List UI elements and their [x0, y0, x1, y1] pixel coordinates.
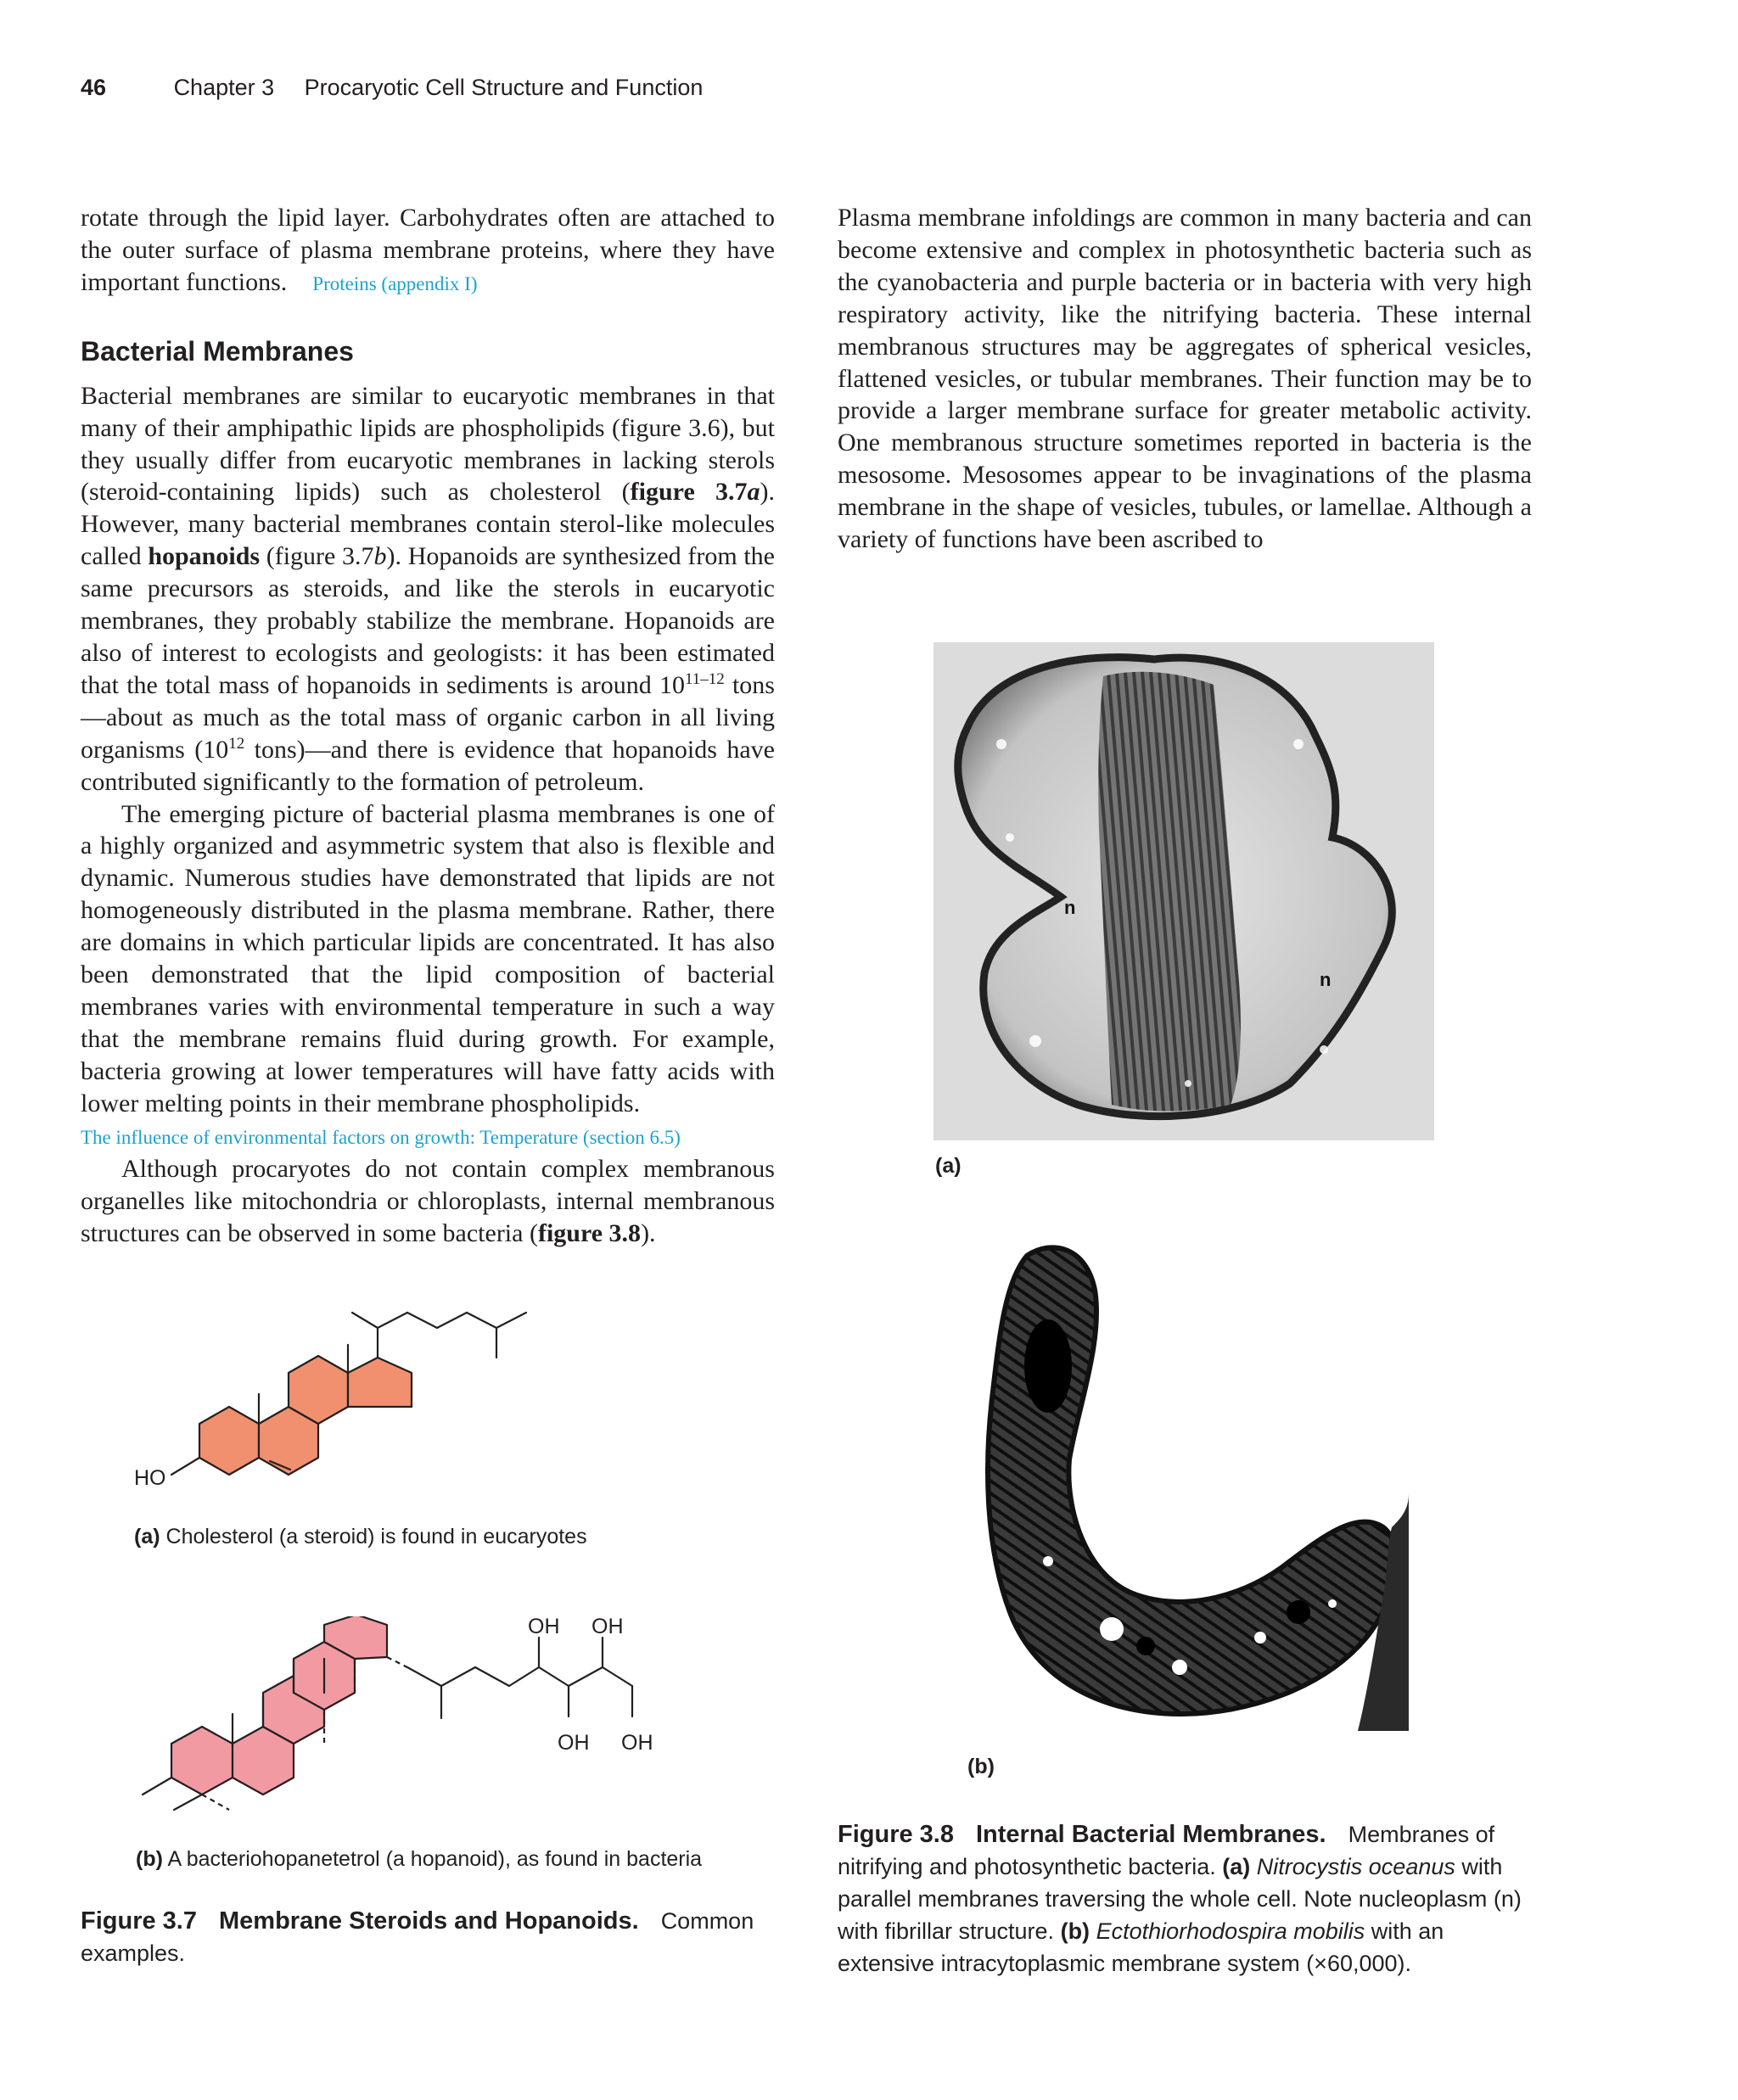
oh-label-4: OH	[621, 1731, 653, 1755]
micrograph-nitrocystis	[933, 642, 1434, 1140]
ring-a	[199, 1407, 259, 1475]
nucleoplasm-label-2: n	[1320, 969, 1332, 990]
term-hopanoids: hopanoids	[148, 542, 261, 571]
cross-reference-temperature[interactable]: The influence of environmental factors on growth: Temperature (section 6.5)	[81, 1126, 681, 1148]
subcaption-b-hopanoid: (b) A bacteriohopanetetrol (a hopanoid), as found in bacteria	[136, 1847, 703, 1871]
page-number: 46	[81, 75, 107, 100]
chapter-label: Chapter 3	[173, 75, 275, 100]
paragraph-infoldings: Plasma membrane infoldings are common in many bacteria and can become extensive and complex in photosynthetic bacteria such as the cyanobacteria and purple bacteria or in bacteria with very high respiratory activity, like the nitrifying bacteria. These internal membranous structures may be aggregates of spherical vesicles, flattened vesicles, or tubular membranes. Their function may be to provide a larger membrane surface for greater metabolic activity. One membranous structure sometimes reported in bacteria is the mesosome. Mesosomes appear to be invaginations of the plasma membrane in the shape of vesicles, tubules, or lamellae. Although a variety of functions have been ascribed to	[838, 204, 1532, 554]
figure-ref-3-7a[interactable]: figure 3.7a	[630, 478, 760, 507]
hopanoid-structure	[127, 1616, 704, 1828]
figure-3-7-caption: Figure 3.7 Membrane Steroids and Hopanoids. Common examples.	[81, 1907, 754, 1966]
panel-label-b: (b)	[967, 1755, 995, 1778]
right-column	[838, 202, 1532, 556]
figure-3-8-title: Internal Bacterial Membranes.	[976, 1821, 1326, 1848]
nucleoplasm-label-1: n	[1064, 897, 1076, 918]
paragraph-bacterial-membranes: Bacterial membranes are similar to eucaryotic membranes in that many of their amphipathic lipids are phospholipids (figure 3.6), but they usually differ from eucaryotic membranes in lacking sterols (steroid-containing lipids) such as cholesterol (figure 3.7a). However, many bacterial membranes contain sterol-like molecules called hopanoids (figure 3.7b). Hopanoids are synthesized from the same precursors as steroids, and like the sterols in eucaryotic membranes, they probably stabilize the membrane. Hopanoids are also of interest to ecologists and geologists: it has been estimated that the total mass of hopanoids in sediments is around 10$^{11-12}$ tons—about as much as the total mass of organic carbon in all living organisms ($10^{12}$ tons)—and there is evidence that hopanoids have contributed significantly to the formation of petroleum.	[81, 381, 775, 796]
oh-label-1: OH	[528, 1616, 560, 1638]
paragraph-intro: rotate through the lipid layer. Carbohydrates often are attached to the outer surface of plasma membrane proteins, where they have important functions. Proteins (appendix I)	[81, 204, 775, 296]
panel-label-a: (a)	[935, 1154, 962, 1178]
figure-3-7-label: Figure 3.7	[81, 1907, 197, 1935]
paragraph-internal-structures: Although procaryotes do not contain complex membranous organelles like mitochondria or chloroplasts, internal membranous structures can be observed in some bacteria (figure 3.8).	[81, 1155, 775, 1248]
exponent-11-12: 11–12	[684, 669, 725, 688]
oh-label-2: OH	[591, 1616, 624, 1638]
subcaption-a-cholesterol: (a) Cholesterol (a steroid) is found in eucaryotes	[134, 1525, 587, 1548]
running-head	[81, 75, 703, 101]
figure-3-8-caption: Figure 3.8 Internal Bacterial Membranes. Membranes of nitrifying and photosynthetic bacteria. (a) Nitrocystis oceanus with parallel membranes traversing the whole cell. Note nucleoplasm (n) with fibrillar structure. (b) Ectothiorhodospira mobilis with an extensive intracytoplasmic membrane system (×60,000).	[838, 1821, 1522, 1976]
ho-label: HO	[134, 1466, 166, 1490]
micrograph-ectothiorhodospira	[967, 1239, 1409, 1731]
exponent-12: 12	[228, 734, 245, 753]
figure-ref-3-8[interactable]: figure 3.8	[537, 1219, 642, 1248]
left-column	[81, 202, 775, 1250]
cholesterol-structure	[119, 1294, 560, 1506]
figure-3-8-label: Figure 3.8	[838, 1821, 954, 1848]
paragraph-membrane-picture: The emerging picture of bacterial plasma membranes is one of a highly organized and asymmetric system that also is flexible and dynamic. Numerous studies have demonstrated that lipids are not homogeneously distributed in the plasma membrane. Rather, there are domains in which particular lipids are concentrated. It has also been demonstrated that the lipid composition of bacterial membranes varies with environmental temperature in such a way that the membrane remains fluid during growth. For example, bacteria growing at lower temperatures will have fatty acids with lower melting points in their membrane phospholipids.	[81, 799, 775, 1117]
cross-reference-proteins[interactable]: Proteins (appendix I)	[312, 272, 478, 294]
ring-d	[348, 1358, 412, 1407]
section-heading: Bacterial Membranes	[81, 335, 354, 367]
chapter-title: Procaryotic Cell Structure and Function	[304, 75, 704, 100]
oh-label-3: OH	[558, 1731, 590, 1755]
figure-3-7-title: Membrane Steroids and Hopanoids.	[219, 1907, 639, 1935]
